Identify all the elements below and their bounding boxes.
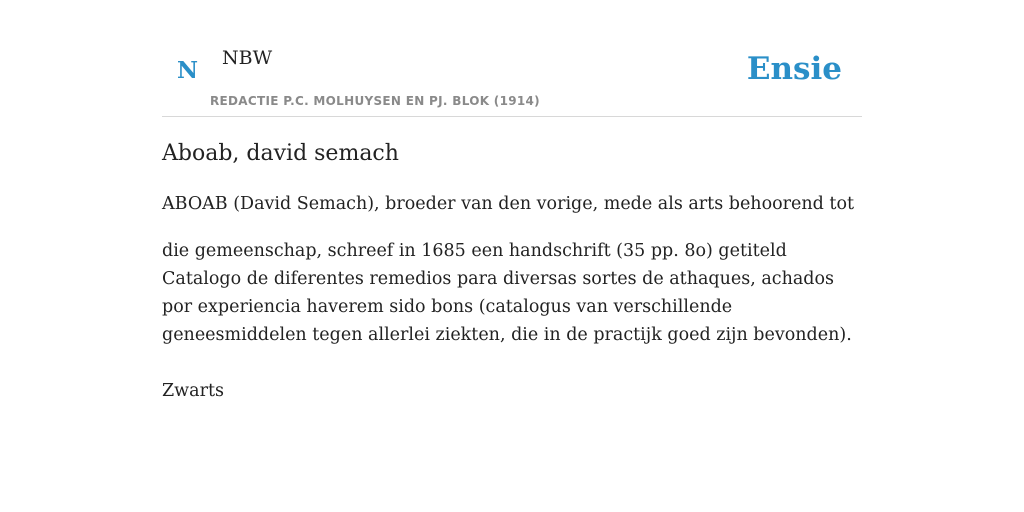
brand-logo[interactable]: Ensie bbox=[746, 51, 842, 87]
site-header bbox=[162, 0, 862, 117]
article bbox=[162, 138, 862, 405]
publication-logo[interactable]: N bbox=[177, 57, 199, 84]
article-paragraph: ABOAB (David Semach), broeder van den vorige, mede als arts behoorend tot bbox=[162, 194, 855, 214]
article-author: Zwarts bbox=[162, 381, 224, 401]
article-title: Aboab, david semach bbox=[162, 141, 399, 166]
publication-subtitle: REDACTIE P.C. MOLHUYSEN EN PJ. BLOK (1914) bbox=[210, 94, 540, 108]
publication-title[interactable]: NBW bbox=[222, 47, 273, 69]
article-paragraph: die gemeenschap, schreef in 1685 een handschrift (35 pp. 8o) getiteld Catalogo de diferentes remedios para diversas sortes de athaques, achados por experiencia haverem sido bons (catalogus van verschillende geneesmiddelen tegen allerlei ziekten, die in de practijk goed zijn bevonden). bbox=[162, 241, 852, 345]
